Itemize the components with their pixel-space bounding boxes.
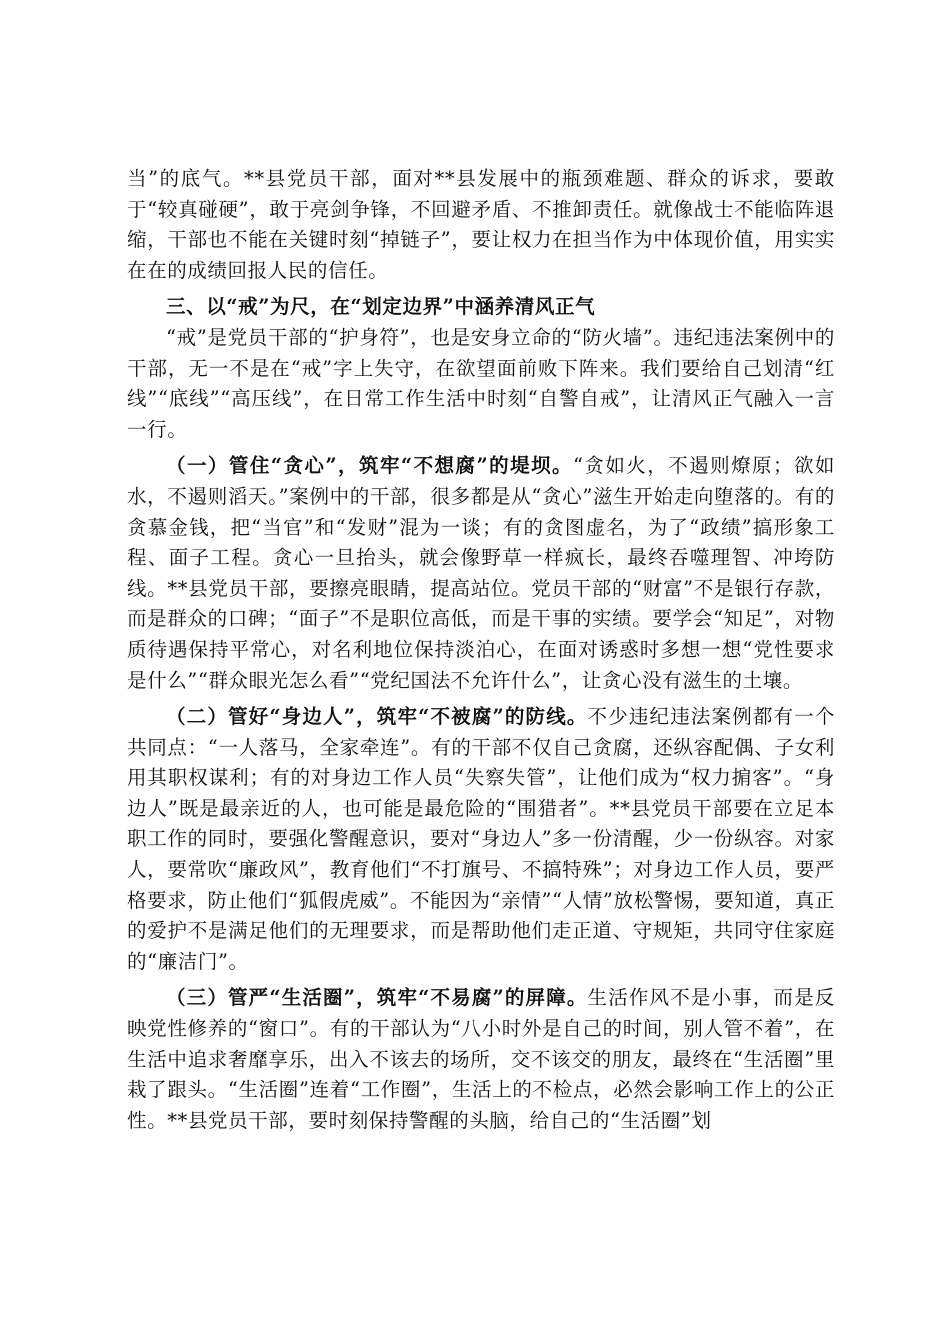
- subsection-lead-1: （一）管住“贪心”，筑牢“不想腐”的堤坝。: [166, 454, 573, 478]
- subsection-body-1: “贪如火，不遏则燎原；欲如水，不遏则滔天。”案例中的干部，很多都是从“贪心”滋生开始走向堕落的。有的贪慕金钱，把“当官”和“发财”混为一谈；有的贪图虚名，为了“政绩”搞形象工程、面子工程。贪心一旦抬头，就会像野草一样疯长，最终吞噬理智、冲垮防线。**县党员干部，要擦亮眼睛，提高站位。党员干部的“财富”不是银行存款，而是群众的口碑；“面子”不是职位高低，而是干事的实绩。要学会“知足”，对物质待遇保持平常心，对名利地位保持淡泊心，在面对诱惑时多想一想“党性要求是什么”“群众眼光怎么看”“党纪国法不允许什么”，让贪心没有滋生的土壤。: [127, 454, 835, 692]
- subsection-lead-3: （三）管严“生活圈”，筑牢“不易腐”的屏障。: [166, 986, 588, 1010]
- subsection-paragraph-1: [127, 451, 835, 696]
- subsection-lead-2: （二）管好“身边人”，筑牢“不被腐”的防线。: [166, 705, 588, 729]
- body-paragraph-intro: “戒”是党员干部的“护身符”，也是安身立命的“防火墙”。违纪违法案例中的干部，无一不是在“戒”字上失守，在欲望面前败下阵来。我们要给自己划清“红线”“底线”“高压线”，在日常工作生活中时刻“自警自戒”，让清风正气融入一言一行。: [127, 325, 835, 441]
- body-paragraph-continued: 当”的底气。**县党员干部，面对**县发展中的瓶颈难题、群众的诉求，要敢于“较真碰硬”，敢于亮剑争锋，不回避矛盾、不推卸责任。就像战士不能临阵退缩，干部也不能在关键时刻“掉链子”，要让权力在担当作为中体现价值，用实实在在的成绩回报人民的信任。: [127, 167, 835, 282]
- document-page: [127, 164, 835, 1136]
- subsection-paragraph-2: [127, 702, 835, 977]
- subsection-body-2: 不少违纪违法案例都有一个共同点：“一人落马，全家牵连”。有的干部不仅自己贪腐，还纵容配偶、子女利用其职权谋利；有的对身边工作人员“失察失管”，让他们成为“权力掮客”。“身边人”既是最亲近的人，也可能是最危险的“围猎者”。**县党员干部要在立足本职工作的同时，要强化警醒意识，要对“身边人”多一份清醒，少一份纵容。对家人，要常吹“廉政风”，教育他们“不打旗号、不搞特殊”；对身边工作人员，要严格要求，防止他们“狐假虎威”。不能因为“亲情”“人情”放松警惕，要知道，真正的爱护不是满足他们的无理要求，而是帮助他们走正道、守规矩，共同守住家庭的“廉洁门”。: [127, 705, 835, 973]
- subsection-body-3: 生活作风不是小事，而是反映党性修养的“窗口”。有的干部认为“八小时外是自己的时间，别人管不着”，在生活中追求奢靡享乐，出入不该去的场所，交不该交的朋友，最终在“生活圈”里栽了跟头。“生活圈”连着“工作圈”，生活上的不检点，必然会影响工作上的公正性。**县党员干部，要时刻保持警醒的头脑，给自己的“生活圈”划: [127, 986, 835, 1132]
- section-heading-3: 三、以“戒”为尺，在“划定边界”中涵养清风正气: [166, 295, 596, 319]
- subsection-paragraph-3: [127, 983, 835, 1136]
